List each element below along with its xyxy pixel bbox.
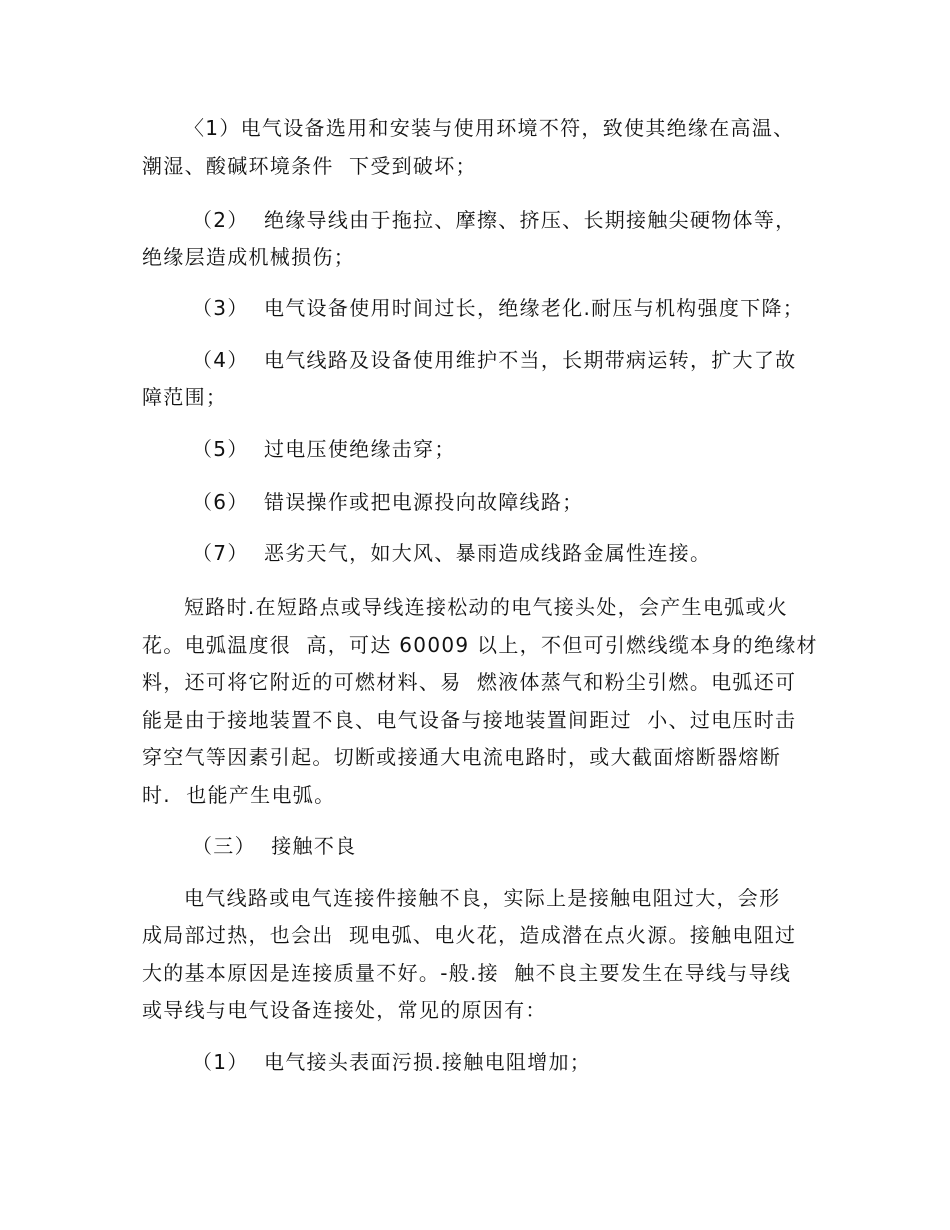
paragraph-line: （6） 错误操作或把电源投向故障线路； — [192, 490, 584, 514]
paragraph-line: 或导线与电气设备连接处，常见的原因有： — [142, 998, 547, 1022]
paragraph-line: 障范围； — [142, 385, 228, 409]
paragraph-line: 穿空气等因素引起。切断或接通大电流电路时，或大截面熔断器熔断 — [142, 745, 781, 769]
paragraph-line: 成局部过热，也会出 现电弧、电火花，造成潜在点火源。接触电阻过 — [142, 923, 797, 947]
section-heading: （三） 接触不良 — [192, 834, 357, 858]
paragraph-line: （3） 电气设备使用时间过长，绝缘老化.耐压与机构强度下降； — [192, 296, 805, 320]
paragraph-line: （2） 绝缘导线由于拖拉、摩擦、挤压、长期接触尖硬物体等， — [192, 208, 797, 232]
paragraph-line: （5） 过电压使绝缘击穿； — [192, 437, 456, 461]
paragraph-line: 大的基本原因是连接质量不好。-般.接 触不良主要发生在导线与导线 — [142, 961, 792, 985]
paragraph-line: 〈1）电气设备选用和安装与使用环境不符，致使其绝缘在高温、 — [184, 116, 795, 140]
paragraph-line: 时. 也能产生电弧。 — [142, 783, 336, 807]
paragraph-line: 电气线路或电气连接件接触不良，实际上是接触电阻过大，会形 — [184, 886, 781, 910]
paragraph-line: 花。电弧温度很 高，可达 60009 以上，不但可引燃线缆本身的绝缘材 — [142, 633, 818, 657]
paragraph-line: （4） 电气线路及设备使用维护不当，长期带病运转，扩大了故 — [192, 348, 797, 372]
paragraph-line: （7） 恶劣天气，如大风、暴雨造成线路金属性连接。 — [192, 541, 712, 565]
paragraph-line: 绝缘层造成机械损伤； — [142, 245, 355, 269]
paragraph-line: 能是由于接地装置不良、电气设备与接地装置间距过 小、过电压时击 — [142, 708, 797, 732]
paragraph-line: 潮湿、酸碱环境条件 下受到破坏； — [142, 154, 477, 178]
paragraph-line: （1） 电气接头表面污损.接触电阻增加； — [192, 1050, 592, 1074]
paragraph-line: 短路时.在短路点或导线连接松动的电气接头处，会产生电弧或火 — [184, 595, 789, 619]
paragraph-line: 料，还可将它附近的可燃材料、易 燃液体蒸气和粉尘引燃。电弧还可 — [142, 670, 797, 694]
